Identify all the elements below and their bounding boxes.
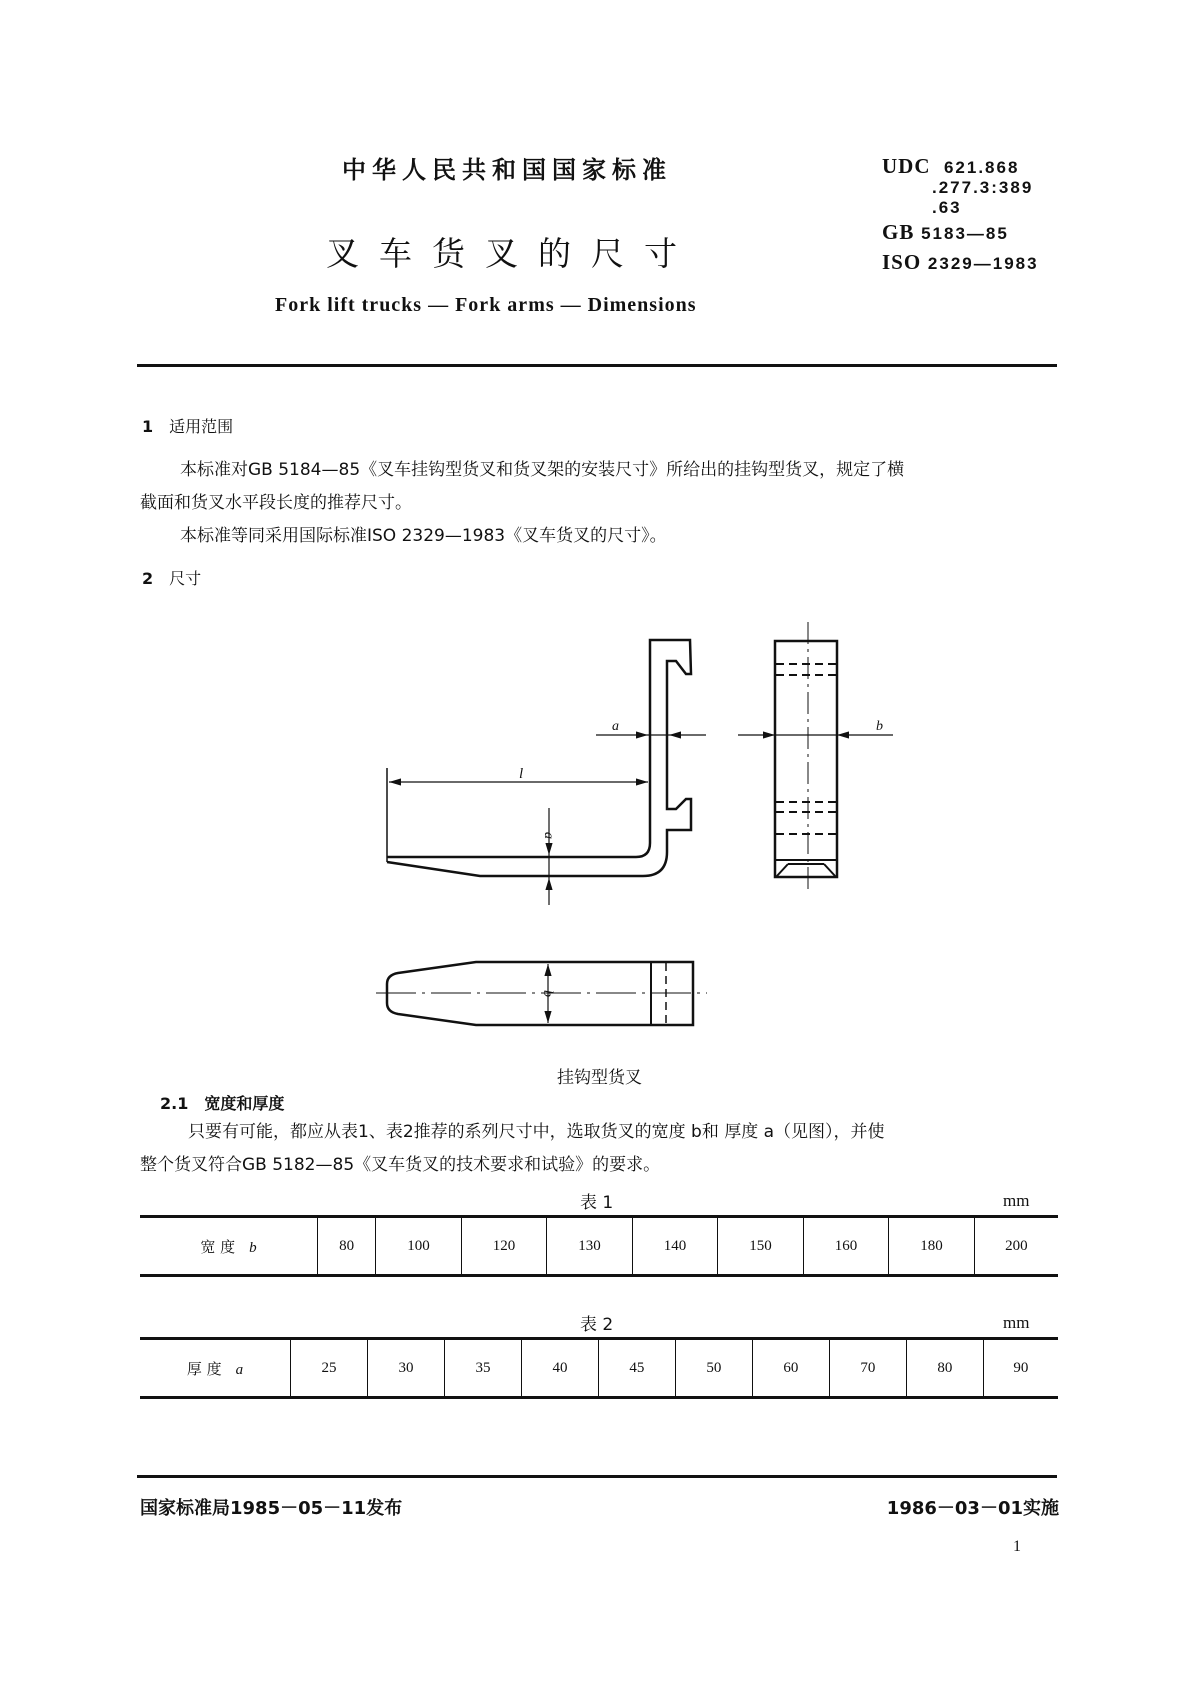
front-view [775,622,837,890]
label-l: l [519,766,524,782]
table-cell: 35 [444,1339,521,1398]
table-cell: 50 [675,1339,752,1398]
table-1-title: 表 1 [580,1193,614,1213]
table-2 [140,1337,1058,1399]
english-title: Fork lift trucks — Fork arms — Dimensions [275,294,697,316]
iso-number: 2329—1983 [927,254,1039,273]
udc-label: UDC [882,154,931,178]
section-2-1-number: 2.1 [160,1094,189,1113]
section-2-1-para-line2: 整个货叉符合GB 5182—85《叉车货叉的技术要求和试验》的要求。 [140,1155,661,1175]
label-b-plan: b [540,990,555,997]
footer-rule [137,1475,1057,1478]
table-cell: 200 [974,1217,1058,1276]
gb-number: 5183—85 [921,224,1009,243]
section-1-number: 1 [142,417,154,436]
table-1 [140,1215,1058,1277]
udc-line3: .63 [932,198,962,217]
table-cell: 120 [461,1217,547,1276]
section-2-title: 尺寸 [169,569,202,588]
table-cell: 60 [752,1339,829,1398]
section-2-number: 2 [142,569,154,588]
section-1-para2: 本标准等同采用国际标准ISO 2329—1983《叉车货叉的尺寸》。 [180,526,667,546]
iso-label: ISO [882,250,922,274]
label-a-horizontal: a [612,719,619,734]
table-cell: 25 [291,1339,368,1398]
table-row [140,1339,1058,1398]
table-cell: 150 [718,1217,804,1276]
table-cell: 30 [367,1339,444,1398]
table-1-unit: mm [1003,1191,1030,1210]
section-1-title: 适用范围 [169,417,234,436]
page-number: 1 [1013,1538,1021,1555]
table-cell: 90 [983,1339,1058,1398]
section-1-para1-line1: 本标准对GB 5184—85《叉车挂钩型货叉和货叉架的安装尺寸》所给出的挂钩型货叉，规定了横 [180,460,905,480]
table-cell: 140 [632,1217,718,1276]
figure-caption: 挂钩型货叉 [557,1068,642,1088]
side-view [387,640,691,876]
table-cell: 40 [521,1339,598,1398]
table-cell: 130 [547,1217,633,1276]
table-2-title: 表 2 [580,1315,614,1335]
table-cell: 80 [906,1339,983,1398]
table-1-row-label: 宽 度 b [200,1237,257,1256]
udc-line2: .277.3:389 [932,178,1034,197]
table-cell: 180 [889,1217,975,1276]
table-cell: 160 [803,1217,889,1276]
table-cell: 45 [598,1339,675,1398]
section-1-para1-line2: 截面和货叉水平段长度的推荐尺寸。 [140,493,412,513]
udc-line1: 621.868 [943,158,1020,177]
section-2-1-title: 宽度和厚度 [204,1094,285,1113]
table-2-unit: mm [1003,1313,1030,1332]
document-title: 叉车货叉的尺寸 [326,234,697,273]
table-cell: 70 [829,1339,906,1398]
effective-date: 1986－03－01实施 [886,1498,1059,1519]
label-b-front: b [876,719,883,734]
gb-label: GB [882,220,915,244]
standard-type: 中华人民共和国国家标准 [342,156,672,184]
label-a-vertical: a [541,832,556,839]
table-cell: 100 [376,1217,462,1276]
table-2-row-label: 厚 度 a [186,1359,244,1378]
section-2-1-heading [160,1091,284,1114]
table-cell: 80 [318,1217,376,1276]
section-2-1-para-line1: 只要有可能，都应从表1、表2推荐的系列尺寸中，选取货叉的宽度 b和 厚度 a（见图），并使 [188,1122,885,1142]
table-row [140,1217,1058,1276]
issue-date: 国家标准局1985－05－11发布 [140,1498,403,1519]
